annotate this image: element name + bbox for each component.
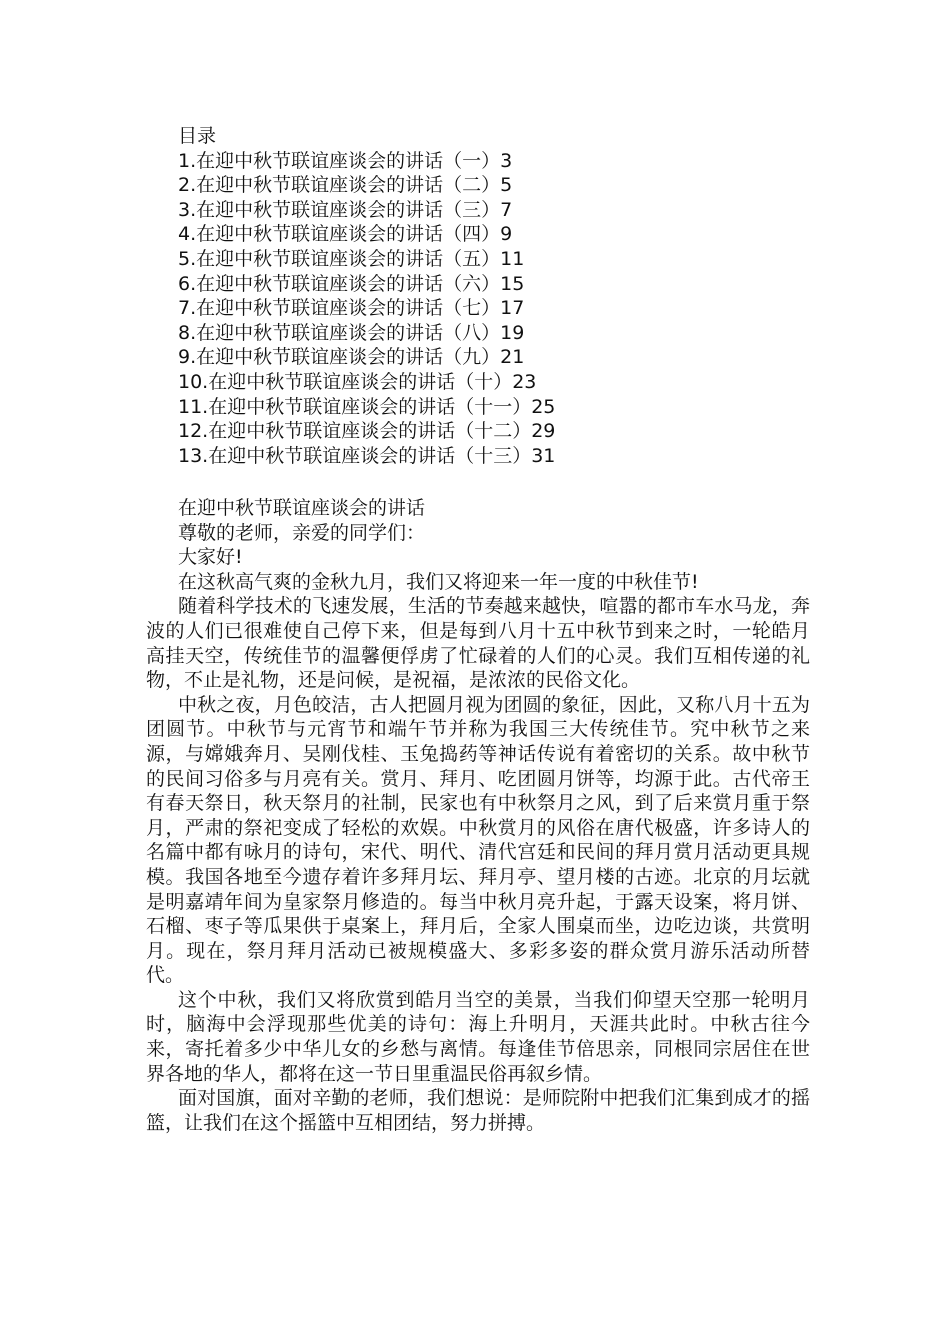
toc-item-label: 3.在迎中秋节联谊座谈会的讲话（三）	[178, 198, 501, 221]
toc-item-page: 23	[512, 370, 537, 393]
toc-item[interactable]	[178, 395, 798, 420]
toc-item-label: 8.在迎中秋节联谊座谈会的讲话（八）	[178, 321, 501, 344]
toc-item-page: 9	[500, 223, 513, 246]
toc-title: 目录	[178, 125, 217, 147]
toc-item[interactable]	[178, 198, 798, 223]
toc-item[interactable]	[178, 222, 798, 247]
toc-list	[178, 149, 798, 469]
toc-item-page: 21	[500, 346, 525, 369]
toc-item-label: 5.在迎中秋节联谊座谈会的讲话（五）	[178, 247, 501, 270]
speech-opening: 在这秋高气爽的金秋九月，我们又将迎来一年一度的中秋佳节!	[178, 570, 699, 593]
speech-paragraph: 随着科学技术的飞速发展，生活的节奏越来越快，喧嚣的都市车水马龙，奔波的人们已很难使自己停下来，但是每到八月十五中秋节到来之时，一轮皓月高挂天空，传统佳节的温馨便俘虏了忙碌着的人们的心灵。我们互相传递的礼物，不止是礼物，还是问候，是祝福，是浓浓的民俗文化。	[146, 595, 810, 692]
toc-item-label: 9.在迎中秋节联谊座谈会的讲话（九）	[178, 346, 501, 369]
toc-item-label: 4.在迎中秋节联谊座谈会的讲话（四）	[178, 223, 501, 246]
toc-item-label: 11.在迎中秋节联谊座谈会的讲话（十一）	[178, 395, 532, 418]
speech-paragraph: 这个中秋，我们又将欣赏到皓月当空的美景，当我们仰望天空那一轮明月时，脑海中会浮现那些优美的诗句：海上升明月，天涯共此时。中秋古往今来，寄托着多少中华儿女的乡愁与离情。每逢佳节倍思亲，同根同宗居住在世界各地的华人，都将在这一节日里重温民俗再叙乡情。	[146, 988, 810, 1085]
toc-item[interactable]	[178, 247, 798, 272]
toc-item-page: 3	[500, 149, 513, 172]
toc-item[interactable]	[178, 419, 798, 444]
speech-salutation: 尊敬的老师，亲爱的同学们：	[178, 521, 426, 544]
toc-item-page: 25	[531, 395, 556, 418]
speech-body	[146, 496, 810, 1135]
toc-item-label: 1.在迎中秋节联谊座谈会的讲话（一）	[178, 149, 501, 172]
table-of-contents	[178, 124, 798, 468]
toc-item[interactable]	[178, 321, 798, 346]
speech-title: 在迎中秋节联谊座谈会的讲话	[178, 497, 426, 519]
toc-item[interactable]	[178, 444, 798, 469]
toc-item-label: 12.在迎中秋节联谊座谈会的讲话（十二）	[178, 420, 532, 443]
toc-item[interactable]	[178, 345, 798, 370]
toc-item-label: 2.在迎中秋节联谊座谈会的讲话（二）	[178, 174, 501, 197]
toc-item-page: 17	[500, 297, 525, 320]
toc-item-page: 31	[531, 444, 556, 467]
toc-item-page: 11	[500, 247, 525, 270]
toc-item-page: 7	[500, 198, 513, 221]
toc-item-page: 19	[500, 321, 525, 344]
speech-greeting: 大家好!	[178, 546, 243, 569]
toc-item-label: 6.在迎中秋节联谊座谈会的讲话（六）	[178, 272, 501, 295]
speech-paragraph: 面对国旗，面对辛勤的老师，我们想说：是师院附中把我们汇集到成才的摇篮，让我们在这个摇篮中互相团结，努力拼搏。	[146, 1087, 810, 1134]
toc-item[interactable]	[178, 296, 798, 321]
toc-item[interactable]	[178, 173, 798, 198]
toc-item[interactable]	[178, 370, 798, 395]
speech-paragraph: 中秋之夜，月色皎洁，古人把圆月视为团圆的象征，因此，又称八月十五为团圆节。中秋节与元宵节和端午节并称为我国三大传统佳节。究中秋节之来源，与嫦娥奔月、吴刚伐桂、玉兔捣药等神话传说有着密切的关系。故中秋节的民间习俗多与月亮有关。赏月、拜月、吃团圆月饼等，均源于此。古代帝王有春天祭日，秋天祭月的社制，民家也有中秋祭月之风，到了后来赏月重于祭月，严肃的祭祀变成了轻松的欢娱。中秋赏月的风俗在唐代极盛，许多诗人的名篇中都有咏月的诗句，宋代、明代、清代宫廷和民间的拜月赏月活动更具规模。我国各地至今遗存着许多拜月坛、拜月亭、望月楼的古迹。北京的月坛就是明嘉靖年间为皇家祭月修造的。每当中秋月亮升起，于露天设案，将月饼、石榴、枣子等瓜果供于桌案上，拜月后，全家人围桌而坐，边吃边谈，共赏明月。现在，祭月拜月活动已被规模盛大、多彩多姿的群众赏月游乐活动所替代。	[146, 693, 810, 987]
toc-item-page: 29	[531, 420, 556, 443]
toc-item[interactable]	[178, 149, 798, 174]
toc-item-page: 5	[500, 174, 513, 197]
toc-item[interactable]	[178, 272, 798, 297]
toc-item-label: 10.在迎中秋节联谊座谈会的讲话（十）	[178, 370, 513, 393]
toc-item-label: 13.在迎中秋节联谊座谈会的讲话（十三）	[178, 444, 532, 467]
toc-item-page: 15	[500, 272, 525, 295]
toc-item-label: 7.在迎中秋节联谊座谈会的讲话（七）	[178, 297, 501, 320]
